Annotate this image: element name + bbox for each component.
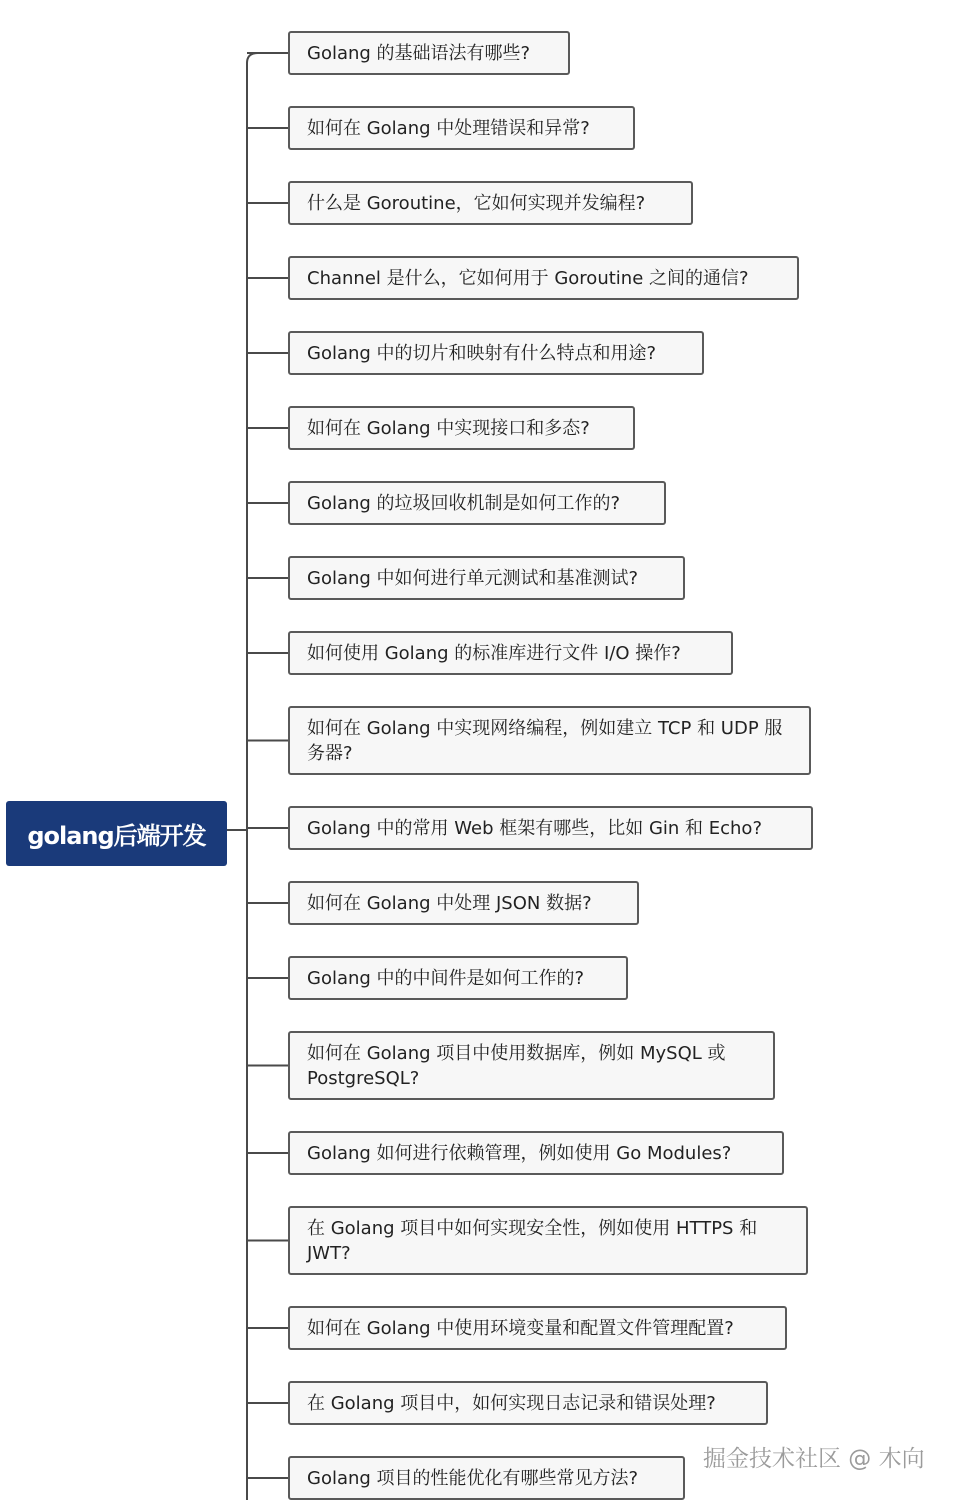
topic-node[interactable]: 在 Golang 项目中如何实现安全性，例如使用 HTTPS 和 JWT?: [288, 1206, 808, 1275]
topic-node[interactable]: 如何在 Golang 中处理 JSON 数据?: [288, 881, 639, 925]
topic-node[interactable]: Golang 中的中间件是如何工作的?: [288, 956, 628, 1000]
root-topic[interactable]: golang后端开发: [6, 801, 227, 866]
topic-node[interactable]: 在 Golang 项目中，如何实现日志记录和错误处理?: [288, 1381, 768, 1425]
topic-node[interactable]: Golang 的基础语法有哪些?: [288, 31, 570, 75]
trunk-line: [247, 53, 258, 1500]
topic-node[interactable]: Golang 中如何进行单元测试和基准测试?: [288, 556, 685, 600]
topic-node[interactable]: Golang 中的切片和映射有什么特点和用途?: [288, 331, 704, 375]
topic-node[interactable]: Golang 的垃圾回收机制是如何工作的?: [288, 481, 666, 525]
topic-node[interactable]: 如何使用 Golang 的标准库进行文件 I/O 操作?: [288, 631, 733, 675]
topic-node[interactable]: 如何在 Golang 项目中使用数据库，例如 MySQL 或 PostgreSQL?: [288, 1031, 775, 1100]
topic-node[interactable]: 什么是 Goroutine，它如何实现并发编程?: [288, 181, 693, 225]
topic-node[interactable]: Channel 是什么，它如何用于 Goroutine 之间的通信?: [288, 256, 799, 300]
topic-node[interactable]: 如何在 Golang 中使用环境变量和配置文件管理配置?: [288, 1306, 787, 1350]
topic-node[interactable]: Golang 中的常用 Web 框架有哪些，比如 Gin 和 Echo?: [288, 806, 813, 850]
topic-node[interactable]: Golang 项目的性能优化有哪些常见方法?: [288, 1456, 685, 1500]
topic-node[interactable]: 如何在 Golang 中实现网络编程，例如建立 TCP 和 UDP 服务器?: [288, 706, 811, 775]
watermark: 掘金技术社区 @ 木向: [703, 1446, 925, 1472]
topic-node[interactable]: Golang 如何进行依赖管理，例如使用 Go Modules?: [288, 1131, 784, 1175]
topic-node[interactable]: 如何在 Golang 中实现接口和多态?: [288, 406, 635, 450]
topic-node[interactable]: 如何在 Golang 中处理错误和异常?: [288, 106, 635, 150]
